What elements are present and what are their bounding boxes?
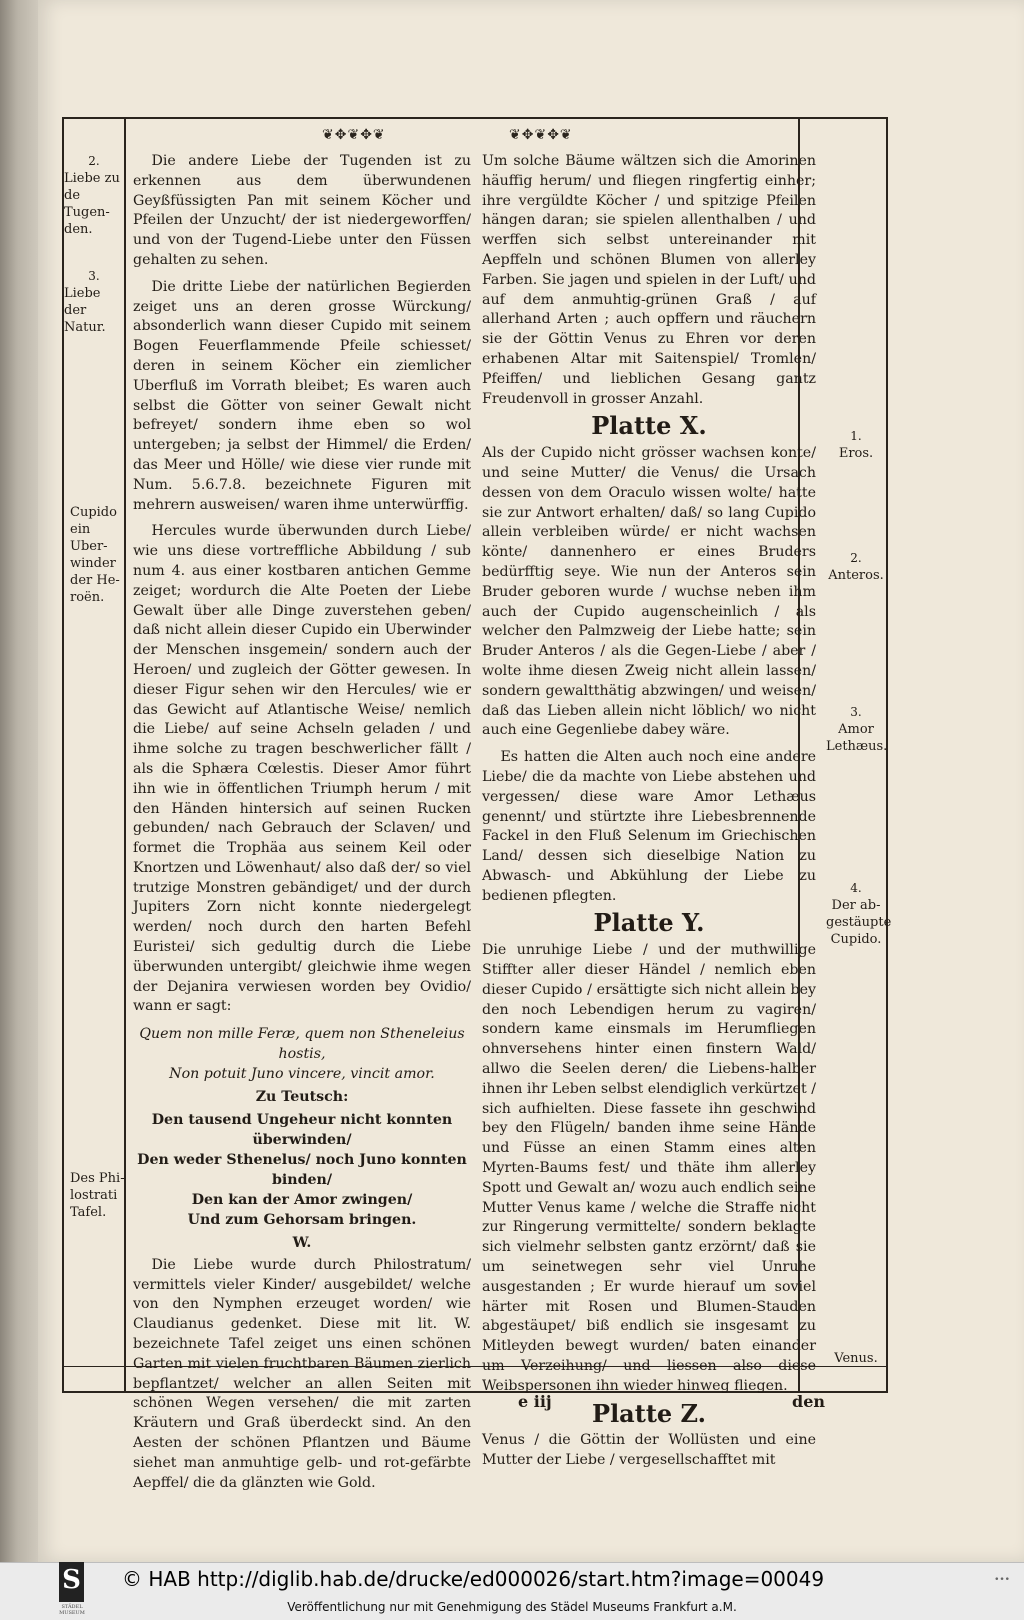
right-note-1: [826, 428, 886, 462]
right-note-1-text: Eros.: [838, 446, 874, 461]
book-binding: [0, 0, 38, 1562]
right-note-4-number: 4.: [850, 881, 862, 895]
left-note-4-text: Des Phi-lostrati Tafel.: [70, 1171, 125, 1220]
left-note-2-text: Liebe der Natur.: [64, 286, 106, 335]
right-note-2: [826, 550, 886, 584]
zu-teutsch-label: Zu Teutsch:: [255, 1089, 349, 1106]
ornament-right: ❦✥❦✥❦: [509, 127, 573, 143]
right-note-2-text: Anteros.: [828, 568, 884, 583]
left-note-1-text: Liebe zu de Tugen-den.: [64, 171, 120, 237]
german-verse-line-2: Den weder Sthenelus/ noch Juno konnten binden/: [137, 1152, 467, 1189]
right-note-3: [826, 704, 886, 755]
german-verse-line-4: Und zum Gehorsam bringen.: [187, 1212, 417, 1229]
left-column: [133, 152, 471, 1500]
ornament-left: ❦✥❦✥❦: [322, 127, 386, 143]
staedel-logo-caption: STÄDEL MUSEUM: [59, 1604, 85, 1616]
catchword: den: [792, 1392, 825, 1411]
copyright-url[interactable]: © HAB http://diglib.hab.de/drucke/ed000026/start.htm?image=00049: [122, 1567, 825, 1591]
right-note-2-number: 2.: [850, 551, 862, 565]
latin-verse-line-1: Quem non mille Feræ, quem non Stheneleius hostis,: [139, 1026, 465, 1063]
publication-notice: Veröffentlichung nur mit Genehmigung des Städel Museums Frankfurt a.M.: [287, 1600, 737, 1614]
right-note-5: [826, 1350, 886, 1367]
right-note-3-text: Amor Lethæus.: [826, 722, 888, 754]
right-note-1-number: 1.: [850, 429, 862, 443]
right-paragraph-5: Venus / die Göttin der Wollüsten und eine Mutter der Liebe / vergesellschafftet mit: [482, 1432, 816, 1469]
right-paragraph-4: Die unruhige Liebe / und der muthwillige Stiffter aller dieser Händel / nemlich eben dieser Cupido / ersättigte sich nicht allein bey den noch Lebendigen herum zu vagiren/ sondern kame einsmals im Herumfliegen ohnversehens hinter einen finstern Wald/ allwo die Seelen deren/ die Liebens-halber ihnen ihr Leben selbst elendiglich verkürtzet / sich aufhielten. Diese fassete ihn geschwind bey den Flügeln/ banden ihme seine Hände und Füsse an einen Stamm eines alten Myrten-Baums fest/ und thäte ihm allerley Spott und Gewalt an/ wozu auch endlich seine Mutter Venus kame / welche die Straffe nicht zur Ringerung vermittelte/ sondern beklagte sich vielmehr selbsten gantz erzörnt/ daß sie um seinetwegen sehr viel Unruhe ausgestanden ; Er wurde hierauf um soviel härter mit Rosen und Blumen-Stauden abgestäupet/ biß endlich sie insgesamt zu Mitleyden bewegt wurden/ baten einander um Verzeihung/ und liessen also diese Weibspersonen ihn wieder hinweg fliegen.: [482, 942, 816, 1394]
right-note-4: [826, 880, 892, 948]
left-note-4: [70, 1170, 126, 1221]
left-note-1: [64, 153, 124, 238]
right-note-3-number: 3.: [850, 705, 862, 719]
left-note-2-number: 3.: [88, 269, 100, 283]
right-note-4-text: Der ab-gestäupte Cupido.: [826, 898, 892, 947]
latin-verse: [133, 1024, 471, 1084]
left-paragraph-2: Die dritte Liebe der natürlichen Begierden zeiget uns an deren grosse Würckung/ absonderlich wann dieser Cupido mit seinem Bogen Feuerflammende Pfeile schiesset/ deren in seinem Köcher ein ziemlicher Uberfluß im Vorrath bleibet; Es waren auch selbst die Götter von seiner Gewalt nicht befreyet/ sondern ihme eben so wol untergeben; ja selbst der Himmel/ die Erden/ das Meer und Hölle/ wie diese vier runde mit Num. 5.6.7.8. bezeichnete Figuren mit mehrern ausweisen/ waren ihme unterwürffig.: [133, 278, 471, 513]
left-paragraph-4: Die Liebe wurde durch Philostratum/ vermittels vieler Kinder/ ausgebildet/ welche von den Nymphen erzeuget worden/ wie Claudianus gedenket. Diese mit lit. W. bezeichnete Tafel zeiget uns einen schönen Garten mit vielen fruchtbaren Bäumen zierlich bepflantzet/ welcher an allen Seiten mit schönen Wegen versehen/ die mit zarten Kräutern und Graß überdeckt sind. An den Aesten der schönen Pflantzen und Bäume siehet man anmuhtige gelb- und rot-gefärbte Aepffel/ die da glänzten wie Gold.: [133, 1256, 471, 1491]
right-note-5-text: Venus.: [834, 1351, 878, 1366]
heading-platte-y: Platte Y.: [593, 908, 705, 938]
german-verse-line-3: Den kan der Amor zwingen/: [191, 1192, 413, 1209]
heading-platte-x: Platte X.: [591, 411, 707, 441]
right-paragraph-3: Es hatten die Alten auch noch eine andere Liebe/ die da machte von Liebe abstehen und vergessen/ diese ware Amor Lethæus genennt/ und stürtzte ihre Liebesbrennende Fackel in den Fluß Selenum im Griechischen Land/ dessen sich dieselbige Nation zu Abwasch- und Abkühlung der Liebe zu bedienen pflegten.: [482, 749, 816, 904]
left-paragraph-3: Hercules wurde überwunden durch Liebe/ wie uns diese vortreffliche Abbildung / sub num 4. aus einer kostbaren antichen Gemme zeiget; wordurch die Alte Poeten der Liebe Gewalt über alle Dinge zuverstehen geben/ daß nicht allein dieser Cupido ein Uberwinder der Menschen insgemein/ sondern auch der Heroen/ und zugleich der Götter gewesen. In dieser Figur sehen wir den Hercules/ wie er das Gewicht auf Atlantische Weise/ nemlich die Liebe/ auf seine Achseln geladen / und ihme solche zu tragen beschwerlicher fällt / als die Sphæra Cœlestis. Dieser Amor führt ihn wie in öffentlichen Triumph herum / mit den Händen hintersich auf seinen Rucken gebunden/ nach Gebrauch der Sclaven/ und formet die Trophäa aus seinem Keil oder Knortzen und Löwenhaut/ also daß der/ so viel trutzige Monstren gebändiget/ und der durch Jupiters Zorn nicht konnte niedergelegt werden/ noch durch den harten Befehl Euristei/ sich gedultig durch die Liebe überwunden untergibt/ gleichwie ihme wegen der Dejanira verwiesen worden bey Ovidio/ wann er sagt:: [133, 523, 471, 1015]
left-note-1-number: 2.: [88, 154, 100, 168]
footer-dots: •••: [994, 1575, 1010, 1585]
staedel-logo-icon: S: [59, 1562, 84, 1602]
german-verse-line-1: Den tausend Ungeheur nicht konnten überwinden/: [151, 1112, 453, 1149]
right-paragraph-1: Um solche Bäume wältzen sich die Amorinen häuffig herum/ und fliegen ringfertig einher; ihre vergüldte Köcher / und spitzige Pfeilen hängen daran; sie spielen allenthalben / und werffen sich selbst untereinander mit Aepffeln und schönen Blumen von allerley Farben. Sie jagen und spielen in der Luft/ und auf dem anmuhtig-grünen Graß / auf allerhand Arten ; auch opffern und räuchern sie der Göttin Venus zu Ehren vor deren erhabenen Altar mit Saitenspiel/ Tromlen/ Pfeiffen/ und lieblichen Gesang gantz Freudenvoll in grosser Anzahl.: [482, 153, 816, 407]
left-note-3: [70, 504, 126, 606]
signature-mark: e iij: [518, 1392, 552, 1411]
heading-platte-z: Platte Z.: [592, 1398, 706, 1428]
right-paragraph-2: Als der Cupido nicht grösser wachsen konte/ und seine Mutter/ die Venus/ die Ursach dessen von dem Oraculo wissen wolte/ hatte sie zur Antwort erhalten/ daß/ so lang Cupido allein verbleiben würde/ er nicht wachsen könte/ dannenhero er eines Bruders bedürfftig seye. Wie nun der Anteros sein Bruder geboren wurde / wuchse neben ihm auch der Cupido augenscheinlich / als welcher den Palmzweig der Liebe hatte; sein Bruder Anteros / als die Gegen-Liebe / aber / wolte ihme diesen Zweig nicht allein lassen/ sondern gewaltthätig abzwingen/ und weisen/ daß das Lieben allein nicht löblich/ wo nicht auch eine Gegenliebe dabey wäre.: [482, 445, 816, 739]
left-note-3-text: Cupido ein Uber-winder der He-roën.: [70, 505, 120, 605]
letter-w: W.: [292, 1235, 312, 1252]
left-paragraph-1: Die andere Liebe der Tugenden ist zu erkennen aus dem überwundenen Geyßfüssigten Pan mit seinem Köcher und Pfeilen der Unzucht/ der ist niedergeworffen/ und von der Tugend-Liebe unter den Füssen gehalten zu sehen.: [133, 153, 471, 268]
latin-verse-line-2: Non potuit Juno vincere, vincit amor.: [169, 1066, 435, 1083]
right-column: [482, 152, 816, 1478]
german-verse: [133, 1110, 471, 1230]
left-note-2: [64, 268, 124, 336]
